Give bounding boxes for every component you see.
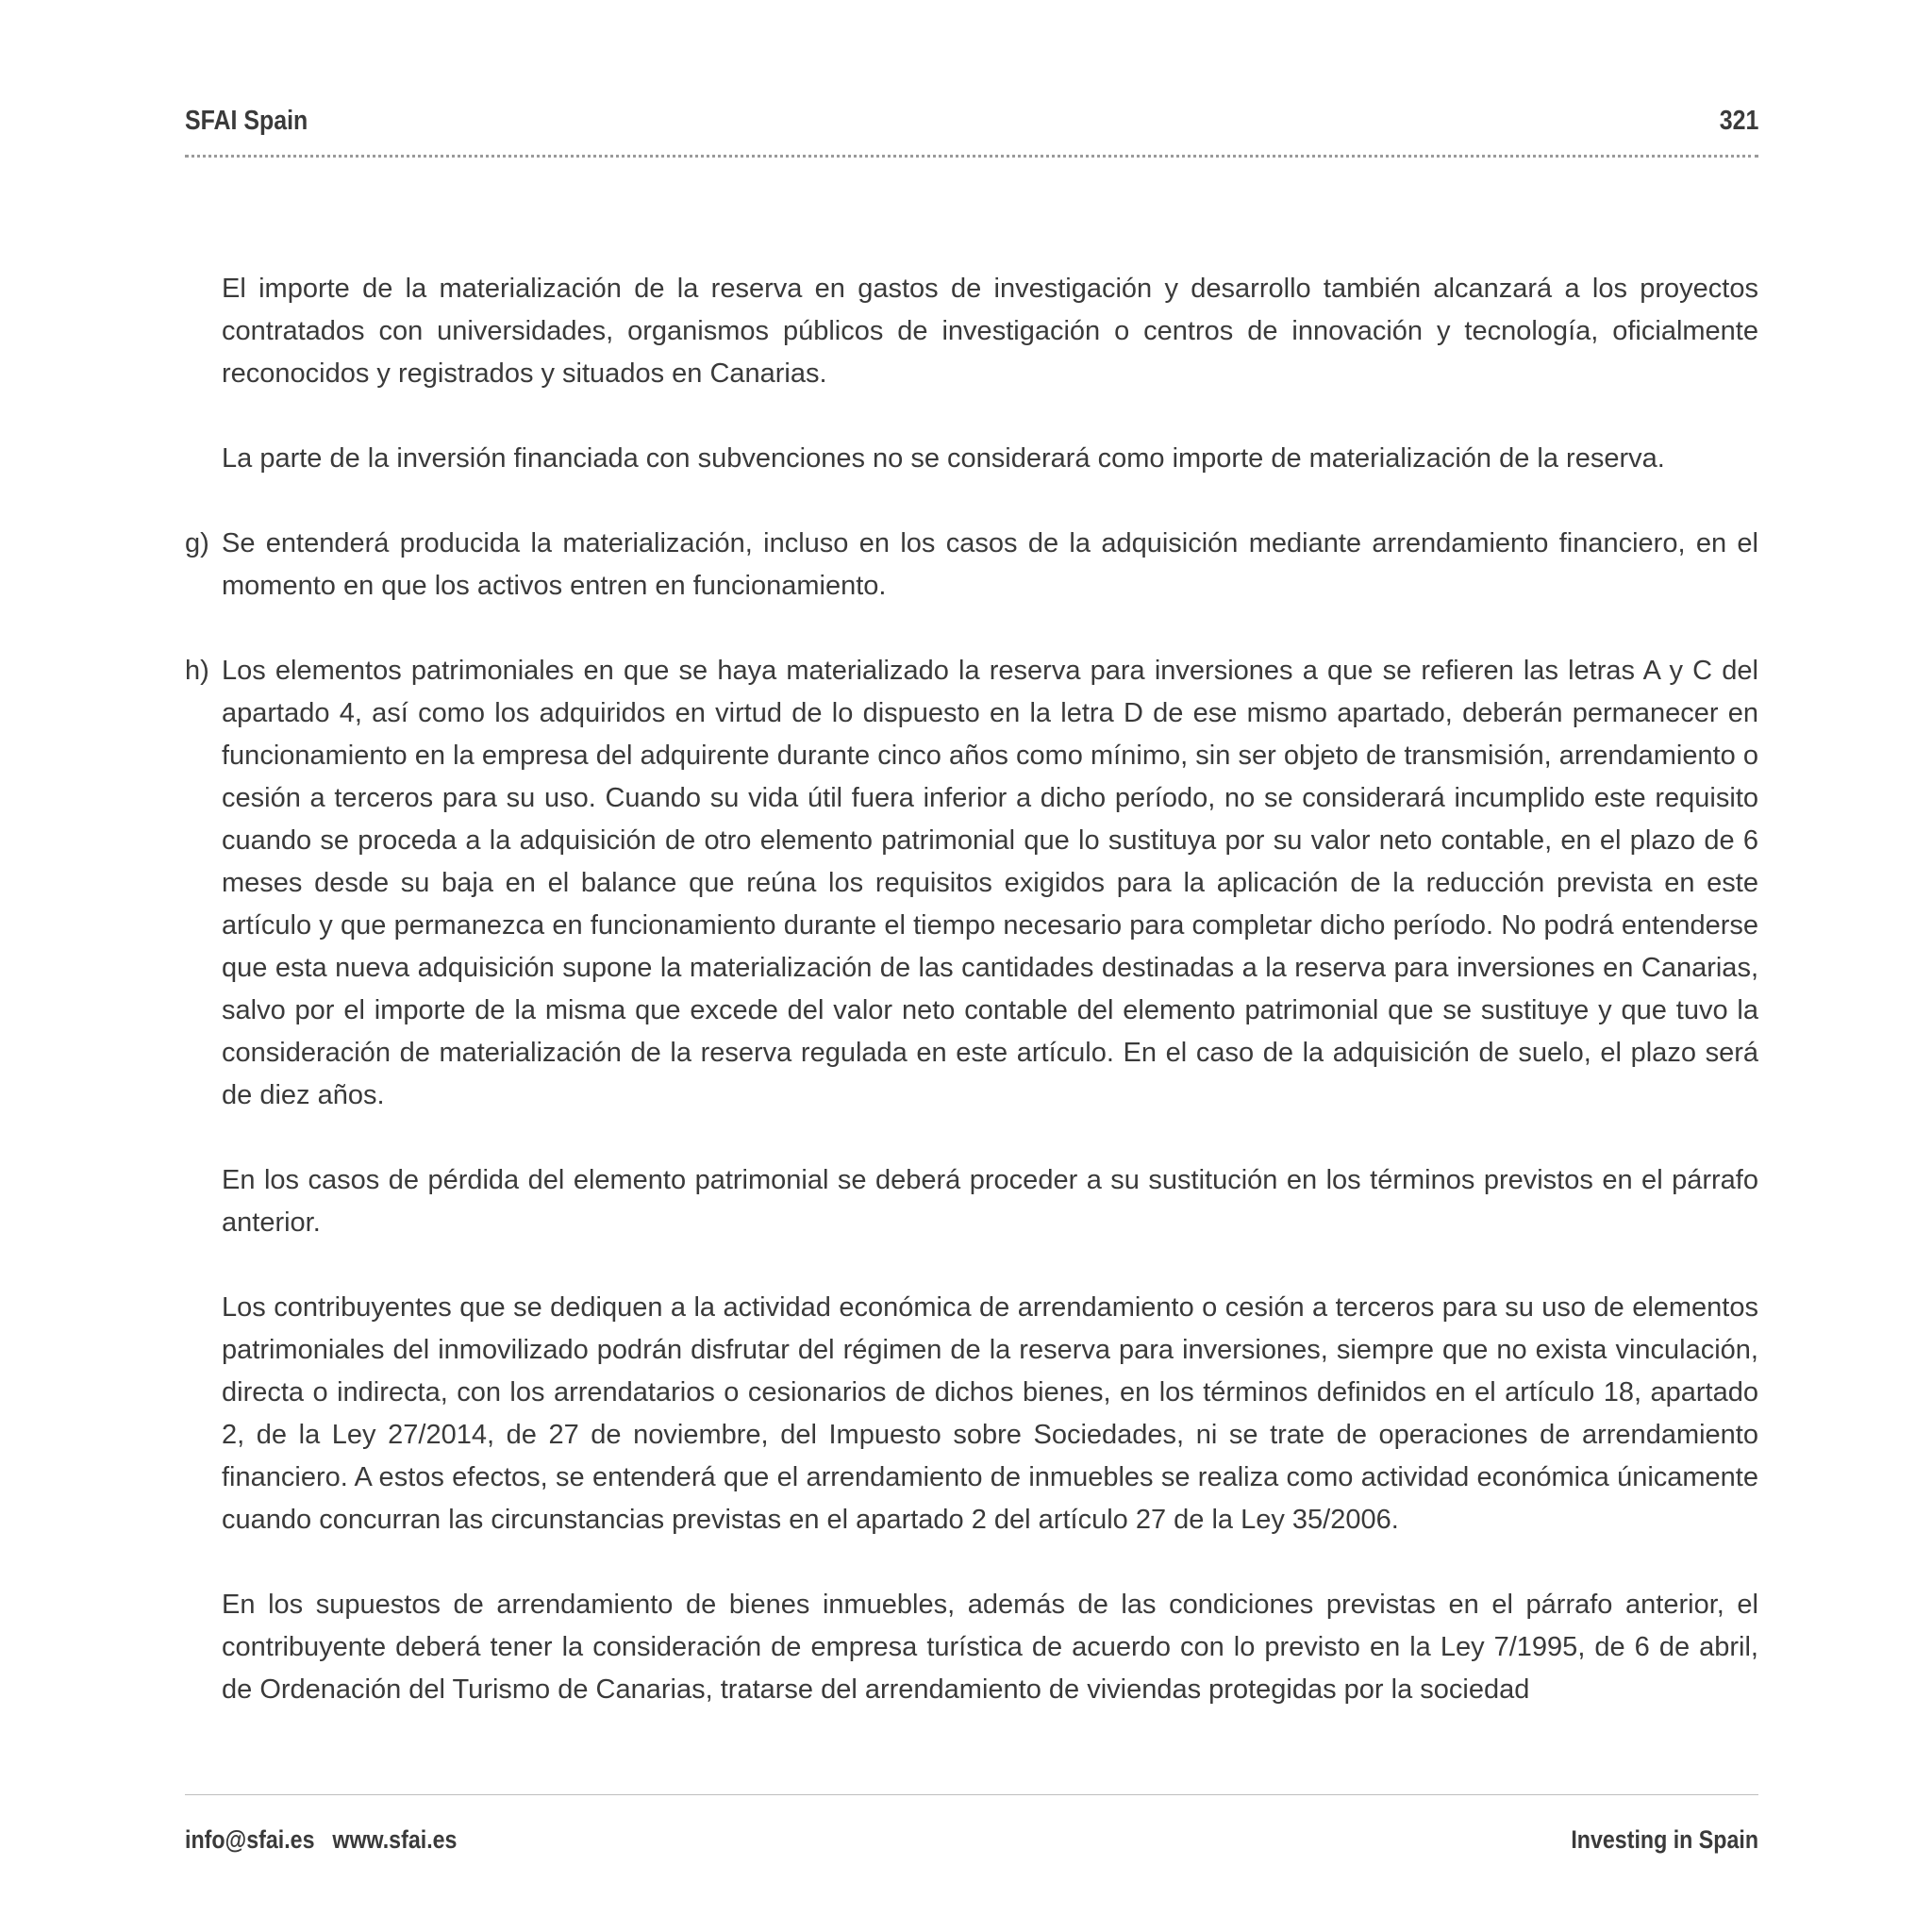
page-header <box>185 106 1758 143</box>
paragraph-asset-loss <box>185 1159 1758 1244</box>
paragraph-text: Los elementos patrimoniales en que se haya materializado la reserva para inversiones a que se refieren las letras A y C del apartado 4, así como los adquiridos en virtud de lo dispuesto en la letra D de ese mismo apartado, deberán permanecer en funcionamiento en la empresa del adquirente durante cinco años como mínimo, sin ser objeto de transmisión, arrendamiento o cesión a terceros para su uso. Cuando su vida útil fuera inferior a dicho período, no se considerará incumplido este requisito cuando se proceda a la adquisición de otro elemento patrimonial que lo sustituya por su valor neto contable, en el plazo de 6 meses desde su baja en el balance que reúna los requisitos exigidos para la aplicación de la reducción prevista en este artículo y que permanezca en funcionamiento durante el tiempo necesario para completar dicho período. No podrá entenderse que esta nueva adquisición supone la materialización de las cantidades destinadas a la reserva para inversiones en Canarias, salvo por el importe de la misma que excede del valor neto contable del elemento patrimonial que se sustituye y que tuvo la consideración de materialización de la reserva regulada en este artículo. En el caso de la adquisición de suelo, el plazo será de diez años. <box>222 656 1758 1110</box>
header-divider <box>185 155 1758 158</box>
paragraph-text: En los supuestos de arrendamiento de bienes inmuebles, además de las condiciones previstas en el párrafo anterior, el contribuyente deberá tener la consideración de empresa turística de acuerdo con lo previsto en la Ley 7/1995, de 6 de abril, de Ordenación del Turismo de Canarias, tratarse del arrendamiento de viviendas protegidas por la sociedad <box>222 1590 1758 1705</box>
paragraph-real-estate-leasing <box>185 1584 1758 1711</box>
paragraph-text: Los contribuyentes que se dediquen a la actividad económica de arrendamiento o cesión a terceros para su uso de elementos patrimoniales del inmovilizado podrán disfrutar del régimen de la reserva para inversiones, siempre que no exista vinculación, directa o indirecta, con los arrendatarios o cesionarios de dichos bienes, en los términos definidos en el artículo 18, apartado 2, de la Ley 27/2014, de 27 de noviembre, del Impuesto sobre Sociedades, ni se trate de operaciones de arrendamiento financiero. A estos efectos, se entenderá que el arrendamiento de inmuebles se realiza como actividad económica únicamente cuando concurran las circunstancias previstas en el apartado 2 del artículo 27 de la Ley 35/2006. <box>222 1292 1758 1535</box>
list-item-g <box>185 523 1758 608</box>
paragraph-text: Se entenderá producida la materialización, incluso en los casos de la adquisición mediante arrendamiento financiero, en el momento en que los activos entren en funcionamiento. <box>222 528 1758 601</box>
header-brand: SFAI Spain <box>185 106 308 136</box>
document-body <box>185 268 1758 1754</box>
footer-publication: Investing in Spain <box>1571 1825 1758 1854</box>
list-marker-g: g) <box>185 528 209 558</box>
footer-email: info@sfai.es <box>185 1825 315 1854</box>
paragraph-text: La parte de la inversión financiada con subvenciones no se considerará como importe de materialización de la reserva. <box>222 443 1665 474</box>
paragraph-text: El importe de la materialización de la reserva en gastos de investigación y desarrollo también alcanzará a los proyectos contratados con universidades, organismos públicos de investigación o centros de innovación y tecnología, oficialmente reconocidos y registrados y situados en Canarias. <box>222 274 1758 389</box>
page-footer <box>185 1825 1758 1863</box>
paragraph-subsidies <box>185 438 1758 480</box>
paragraph-text: En los casos de pérdida del elemento patrimonial se deberá proceder a su sustitución en los términos previstos en el párrafo anterior. <box>222 1165 1758 1238</box>
list-item-h <box>185 650 1758 1117</box>
footer-divider <box>185 1794 1758 1795</box>
page-number: 321 <box>1719 106 1758 136</box>
paragraph-leasing-activity <box>185 1287 1758 1541</box>
paragraph-research-development <box>185 268 1758 395</box>
footer-contact <box>185 1825 457 1855</box>
list-marker-h: h) <box>185 656 209 686</box>
footer-website: www.sfai.es <box>332 1825 458 1854</box>
